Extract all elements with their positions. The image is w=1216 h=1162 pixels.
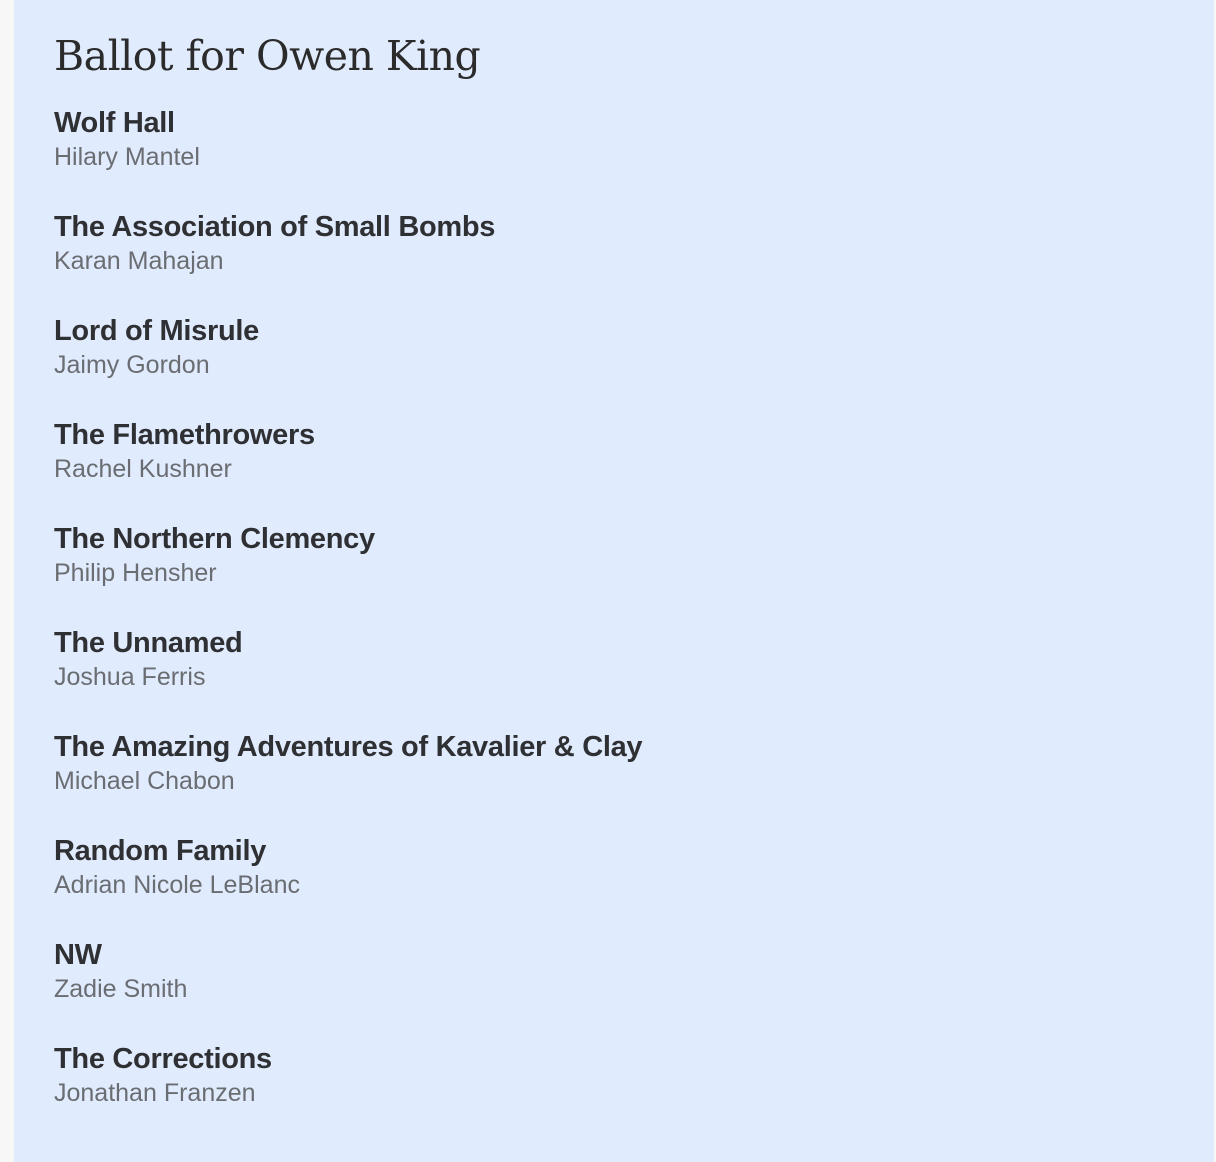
book-author: Rachel Kushner xyxy=(54,455,232,483)
ballot-panel xyxy=(14,0,1214,1162)
list-item xyxy=(54,106,1214,174)
book-author: Karan Mahajan xyxy=(54,247,224,275)
list-item xyxy=(54,418,1214,486)
book-title: NW xyxy=(54,939,102,971)
book-title: Wolf Hall xyxy=(54,107,175,139)
book-title: The Association of Small Bombs xyxy=(54,211,496,243)
book-author: Jonathan Franzen xyxy=(54,1079,256,1107)
book-author: Zadie Smith xyxy=(54,975,188,1003)
book-title: The Unnamed xyxy=(54,627,243,659)
list-item xyxy=(54,314,1214,382)
list-item xyxy=(54,626,1214,694)
book-author: Hilary Mantel xyxy=(54,143,200,171)
list-item xyxy=(54,522,1214,590)
book-author: Jaimy Gordon xyxy=(54,351,210,379)
list-item xyxy=(54,730,1214,798)
ballot-title: Ballot for Owen King xyxy=(54,32,481,80)
book-title: Lord of Misrule xyxy=(54,315,259,347)
book-author: Philip Hensher xyxy=(54,559,217,587)
book-title: The Corrections xyxy=(54,1043,272,1075)
list-item xyxy=(54,938,1214,1006)
list-item xyxy=(54,834,1214,902)
book-title: The Northern Clemency xyxy=(54,523,375,555)
list-item xyxy=(54,210,1214,278)
book-title: The Flamethrowers xyxy=(54,419,315,451)
book-author: Michael Chabon xyxy=(54,767,235,795)
book-title: Random Family xyxy=(54,835,267,867)
book-title: The Amazing Adventures of Kavalier & Clay xyxy=(54,731,643,763)
book-author: Joshua Ferris xyxy=(54,663,206,691)
list-item xyxy=(54,1042,1214,1110)
book-author: Adrian Nicole LeBlanc xyxy=(54,871,300,899)
ballot-list xyxy=(54,106,1214,1110)
